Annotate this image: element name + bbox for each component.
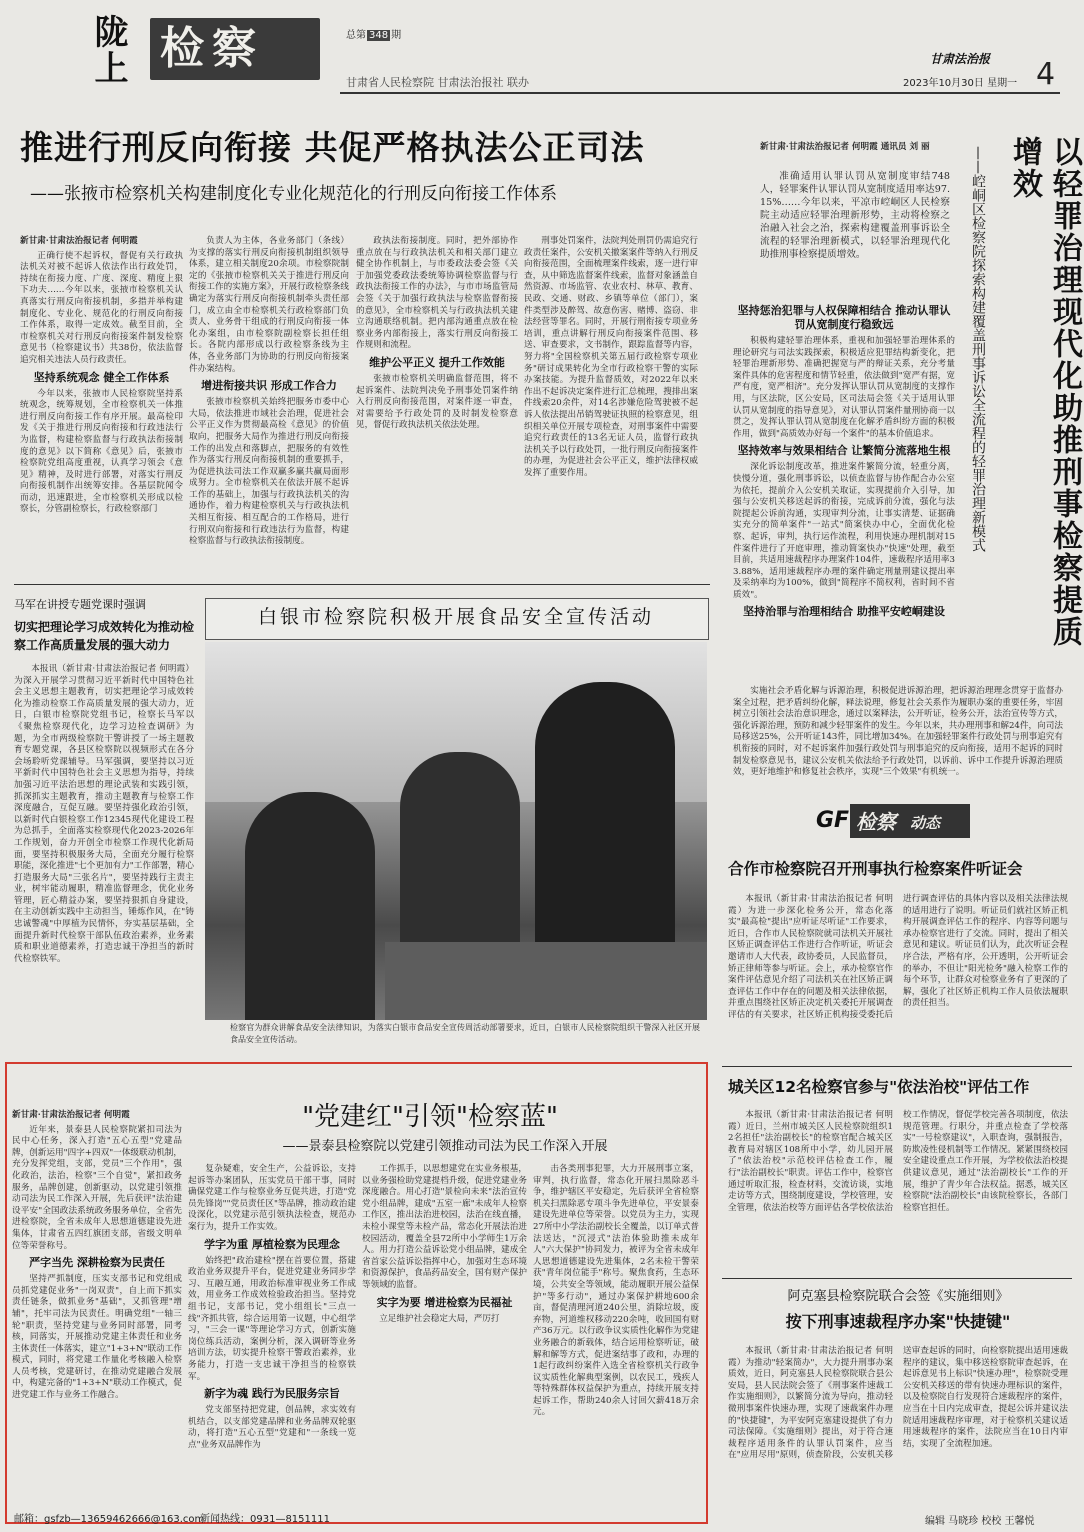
paragraph: 政执法衔接制度。同时，把外部协作重点放在与行政执法机关和相关部门建立健全协作机制上，与市委政法委会签《关于加强党委政法委统筹协调检察监督与行政执法衔接工作的办法》，与市市场监管局会签《关于加强行政执法与检察监督衔接的意见》，全市检察机关与行政执法机关建立沟通联络机制。把内部沟通重点放在检察业务内部衔接上，落实行刑反向衔接工作规则和流程。 [356, 236, 518, 351]
paragraph: 负责人为主体，各业务部门（条线）为支撑的落实行刑反向衔接机制组织领导体系，建立相关制度20余项。市检察院制定的《张掖市检察机关关于推进行刑反向衔接工作的实施方案》，开展行政检察条线确定为落实行刑反向衔接机制牵头责任部门，成立由全市检察机关行政检察部门负责人、业务骨干组成的行刑反向衔接一体化办案组，由市检察院副检察长担任组长。各院内部形成以行政检察条线为主体，各业务部门为协助的行刑反向衔接案件办案结构。 [189, 236, 349, 374]
lead-column-1 [20, 236, 183, 576]
feature-subhead-3: 新字为魂 践行为民服务宗旨 [204, 1387, 340, 1401]
masthead-rule [340, 92, 1060, 94]
feature-column-2 [188, 1164, 356, 1498]
lead-subheadline: ——张掖市检察机关构建制度化专业化规范化的行刑反向衔接工作体系 [30, 184, 557, 204]
paragraph: 实施社会矛盾化解与诉源治理，积极促进诉源治理，把诉源治理理念贯穿于监督办案全过程，把矛盾纠纷化解，释法说理，修复社会关系作为履职办案的重要任务，牢固树立引领社会法治意识理念，通过以案释法，公开听证，检务公开，法治宣传等方式，强化诉源治理，预防和减少轻罪案件的发生。今年以来，共办理刑事和解24件，向司法局移送25%，公开听证143件，同比增加34%。在加强轻罪案件行政处罚与刑事追究有机衔接的同时，对不起诉案件加强行政处罚与刑事追究的反向衔接，适用不起诉的同时制发检察意见书，建议公安机关依法给予行政处罚，以诉前、诉中工作提升诉源治理质效，更好地维护和修复社会秩序，实现"三个效果"有机统一。 [733, 686, 1063, 778]
paragraph: 深化诉讼制度改革，推进案件繁简分流，轻重分离，快慢分道，强化刑事诉讼，以侦查监督与协作配合办公室为依托，提前介入公安机关取证，实现提前介入引导，加强与公安机关移送起诉的衔接，完成诉前分流，强化与法院提起公诉前沟通，实现审判分流，让事实清楚、证据确实充分的简单案件"一站式"简案快办中心，全面优化检察、起诉，审判，执行运作流程，利用快速办理机制对15件案件进行了开庭审理，推动简案快办"快速"处理，截至目前，共适用速裁程序办理案件104件，速裁程序适用率33.88%，适用速裁程序办理的案件确定刑量刑建议提出率及采纳率均为100%，做到"简程序不简权利，省时间不省质效"。 [733, 462, 955, 600]
side-body [14, 664, 194, 1048]
paragraph: 本报讯（新甘肃·甘肃法治报记者 何明霞）为推动"轻案简办"，大力提升刑事办案质效，近日，阿克塞县人民检察院联合县公安局，县人民法院会签了《刑事案件速裁工作实施细则》，以繁简分流为导向，推动轻微刑事案件快速办理，实现了速裁案件办理的"快捷键"，为平安阿克塞建设提供了有力司法保障。《实施细则》提出，对于符合速裁程序适用条件的认罪认罚案件，应当在"应用尽用"原则，侦查阶段，公安机关移送审查起诉的同时，向检察院提出适用速裁程序的建议，集中移送检察院审查起诉，在起诉意见书上标识"快速办理"，检察院受理公安机关移送的带有快速办理标识的案件，以及检察院自行发现符合速裁程序的案件，应当在十日内完成审查，提起公诉并建议法院适用速裁程序审理，对于检察机关建议适用速裁程序的案件，法院应当在10日内审结，实现了全流程加速。 [728, 1346, 1068, 1461]
paragraph: 准确适用认罪认罚从宽制度审结748人，轻罪案件认罪认罚从宽制度适用率达97.15%……今年以来，平凉市崆峒区人民检察院主动适应轻罪治理新形势，主动将检察之治融入社会之治，探索构建覆盖刑事诉讼全流程的轻罪治理新模式，以轻罪治理现代化助推刑事检察提质增效。 [760, 171, 950, 260]
photo-figure-left [245, 792, 375, 1020]
feature-subheadline: ——景泰县检察院以党建引领推动司法为民工作深入开展 [282, 1139, 608, 1154]
column-logo [816, 804, 976, 844]
lead-subhead-1: 坚持系统观念 健全工作体系 [33, 370, 170, 384]
feature-column-3 [362, 1164, 527, 1498]
lead-column-2 [189, 236, 349, 576]
news3-body [728, 1346, 1068, 1508]
region-label: 陇上 [88, 14, 128, 86]
right-feature-lead [760, 170, 950, 284]
paragraph: 刑事处罚案件，法院判处刑罚仍需追究行政责任案件，公安机关撤案案件等纳入行刑反向衔接范围，全面梳理案件线索，逐一进行审查，从中筛选监督案件线索，监督对象涵盖自然资源、市场监管、农业农村、林草、教育、民政、交通、财政、乡镇等单位（部门），案件类型涉及醉驾、故意伤害、赌博、盗窃、非法经营等罪名。同时，开展行刑衔接专项业务培训，重点讲解行刑反向衔接案件范围、移送、审查要求，文书制作，跟踪监督等内容，努力将"全国检察机关第五届行政检察专项业务"研讨成果转化为全市行政检察干警的实际办案技能。为提升监督质效，对2022年以来作出不起诉决定案件进行汇总梳理，搜排出案件线索20余件，对14名涉嫌危险驾驶被不起诉人依法提出吊销驾驶证执照的检察意见，组织相关单位开展专项检查，对刑事案件中需要追究行政责任的13名无证人员，监督行政执法机关予以行政处罚，一批行刑反向衔接案件的办理，为促进社会公平正义，维护法律权威发挥了重要作用。 [524, 236, 698, 478]
right-feature-subheadline: ——崆峒区检察院探索构建覆盖刑事诉讼全流程的轻罪治理新模式 [970, 146, 986, 552]
feature-subhead-2: 学字为重 厚植检察为民理念 [204, 1237, 340, 1251]
side-headline: 切实把理论学习成效转化为推动检察工作高质量发展的强大动力 [14, 620, 195, 652]
paragraph: 工作抓手，以思想建党在实业务根基，以业务强检助党建提档升级，促进党建业务深度融合。用心打造"景检向未来"法治宣传党小组品牌，建成"五室一廊"未成年人检察工作区，推出法治进校园，法治在线直播，未检小课堂等未检产品，常态化开展法治进校园活动，覆盖全县72所中小学师生1万余人。用力打造公益诉讼党小组品牌，建成全省首家公益诉讼指挥中心，加强对生态环境和资源保护，食品药品安全，国有财产保护等领域的监督。 [362, 1164, 527, 1290]
masthead [0, 0, 1079, 110]
paragraph: 张掖市检察机关明确监督范围，将不起诉案件、法院判决免予刑事处罚案件纳入行刑反向衔接范围，对案件逐一审查，对需要给予行政处罚的及时制发检察意见，督促行政执法机关依法处理。 [356, 373, 518, 431]
column-logo-sub: 动态 [910, 814, 941, 832]
right-subhead-2: 坚持效率与效果相结合 让繁简分流落地生根 [737, 444, 951, 458]
news2-body [728, 1110, 1068, 1272]
feature-byline: 新甘肃·甘肃法治报记者 何明霞 [12, 1110, 130, 1120]
news1-headline: 合作市检察院召开刑事执行检察案件听证会 [728, 860, 1023, 878]
paragraph: 党支部坚持把党建，创品牌，求实效有机结合，以支部党建品牌和业务品牌双轮驱动，将打造"五心五型"党建和"一条线一览点"业务双品牌作为 [188, 1405, 356, 1450]
news3-kicker: 阿克塞县检察院联合会签《实施细则》 [787, 1289, 1009, 1304]
lead-byline: 新甘肃·甘肃法治报记者 何明霞 [20, 236, 138, 246]
news1-body [728, 894, 1068, 1060]
right-feature-body-tail [733, 686, 1063, 778]
paragraph: 立足维护社会稳定大局，严厉打 [379, 1313, 500, 1324]
photo-table [385, 942, 707, 1020]
issue-number: 348 [369, 30, 389, 41]
lead-headline: 推进行刑反向衔接 共促严格执法公正司法 [20, 128, 645, 167]
photo-title: 白银市检察院积极开展食品安全宣传活动 [257, 606, 654, 628]
feature-subhead-1: 严字当先 深耕检察为民责任 [29, 1256, 165, 1270]
paper-logo: 甘肃法治报 [930, 52, 991, 66]
paragraph: 复杂疑难，安全生产，公益诉讼，支持起诉等办案团队，压实党员干部干事，同时确保党建工作与检察业务互促共进，打造"党员先锋岗""党员责任区"等品牌，推动政治建设深化，以党建示范引领执法检查，规范办案行为，提升工作实效。 [188, 1164, 356, 1232]
right-subhead-3: 坚持治罪与治理相结合 助推平安崆峒建设 [743, 605, 945, 619]
photo-caption: 检察官为群众讲解食品安全法律知识，为落实白银市食品安全宣传周活动部署要求，近日，白银市人民检察院组织干警深入社区开展食品安全宣传活动。 [230, 1023, 700, 1044]
footer-editor: 编辑 马晓珍 校校 王馨悦 [925, 1516, 1035, 1527]
issue-date: 2023年10月30日 星期一 [903, 78, 1018, 89]
footer-email[interactable]: 邮箱：gsfzb—13659462666@163.com [14, 1514, 205, 1525]
page-number: 4 [1036, 57, 1056, 92]
lead-subhead-3: 维护公平正义 提升工作效能 [369, 355, 505, 369]
paragraph: 正确行使不起诉权，督促有关行政执法机关对被不起诉人依法作出行政处罚，持续在衔接力度、广度、深度、精度上狠下功夫……今年以来，张掖市检察机关认真落实行刑反向衔接机制，多措并举构建制度化、专业化、规范化的行刑反向衔接工作体系，取得一定成效。截至目前，全市检察机关对行刑反向衔接案件制发检察意见书（检察建议书）共38份，依法监督追究相关违法人员行政责任。 [20, 250, 183, 365]
right-feature-headline: 以轻罪治理现代化助推刑事检察提质增效 [1007, 136, 1082, 648]
feature-subhead-4: 实字为要 增进检察为民福祉 [376, 1295, 513, 1309]
news3-headline: 按下刑事速裁程序办案"快捷键" [785, 1312, 1011, 1331]
paragraph: 今年以来，张掖市人民检察院坚持系统观念，统筹规划，全市检察机关一体推进行刑反向衔接工作有序开展。最高检印发《关于推进行刑反向衔接和行政违法行为监督，构建检察监督与行政执法衔接制度的意见》以下简称《意见》后，张掖市检察院党组高度重视，认真学习领会《意见》精神，及时进行部署，对落实行刑反向衔接机制作出统筹安排。各基层院闻令而动，迅速跟进，全市检察机关形成以检察长，分管副检察长，行政检察部门 [20, 388, 183, 515]
paragraph: 坚持严抓制度，压实支部书记和党组成员抓党建促业务"一岗双责"，自上而下抓实责任链条，做抓业务"基础"，又抓管理"增辅"，托牢司法为民责任。明确党组"一轴三轮"职责，坚持党建与业务同时部署，同考核，同落实，开展推动党建主体责任和业务主体责任一体落实，建立"1+3+N"联动工作模式，同时，将党建工作量化考核融入检察人员考核，党建研讨，在推动党建融合发展中，构建完备的"1+3+N"联动工作模式，促进党建工作与业务工作融合。 [12, 1274, 182, 1401]
cosponsor-line: 甘肃省人民检察院 甘肃法治报社 联办 [346, 76, 529, 89]
lead-column-4 [524, 236, 698, 576]
feature-column-4 [533, 1164, 699, 1498]
lead-column-3 [356, 236, 518, 576]
news-photo [205, 642, 707, 1020]
right-feature-body [733, 300, 955, 680]
paragraph: 积极构建轻罪治理体系，重视和加强轻罪治理体系的理论研究与司法实践探索，积极适应犯罪结构新变化，把轻罪治理新形势、准确把握宽与严的辩证关系，充分考量案件具体的危害程度和情节轻重，依法做到"宽严有据，宽严有度，宽严相济"。充分发挥认罪认罚从宽制度的支撑作用，与区法院，区公安局，区司法局会签《关于适用认罪认罚从宽制度的指导意见》，对认罪认罚案件量刑协商一以贯之，发挥认罪认罚从宽制度在化解矛盾纠纷方面的积极作用，做到"高质效办好每一个案件"的基本价值追求。 [733, 336, 955, 439]
paragraph: 本报讯（新甘肃·甘肃法治报记者 何明霞）近日，兰州市城关区人民检察院组织12名担任"法治副校长"的检察官配合城关区教育局对辖区108所中小学，幼儿园开展了"依法治校"示范校评估检查工作，履行"法治副校长"职责。评估工作中，检察官通过听取汇报，检查材料，交流访谈，实地走访等方式，围绕制度建设，学校管理，安全管理，依法治校等方面评估各学校依法治校工作情况，督促学校完善各项制度，依法规范管理。行职分，并重点检查了学校落实"一号检察建议"，入职查询，强制报告，防欺凌性侵机制等工作情况。紧紧围绕校园安全建设重点工作开展，为学校依法治校提供建议意见，通过"法治副校长"工作的开展，维护了青少年合法权益。据悉，城关区检察院"法治副校长"由该院检察长，各部门检察官担任。 [728, 1110, 1068, 1213]
footer-hotline: 新闻热线：0931—8151111 [200, 1514, 330, 1525]
news1-rule [722, 1066, 1072, 1067]
paragraph: 始终把"政治建检"摆在首要位置，搭建政治业务双提升平台，促进党建业务同步学习、互融互通，用政治标准审视业务工作成效，用业务工作成效检验政治担当。坚持党组书记，支部书记，党小组组长"三点一线"齐抓共管，综合运用第一议题，中心组学习，"三会一课"等理论学习方式，创新实施岗位练兵活动，案例分析，深入调研等业务培训方法，切实提升检察干警政治素养，业务能力，打造一支忠诚干净担当的检察铁军。 [188, 1255, 356, 1382]
paragraph: 本报讯（新甘肃·甘肃法治报记者 何明霞）为进一步深化检务公开，常态化落实"最高检"提出"应听证尽听证"工作要求，近日，合作市人民检察院就司法机关开展社区矫正调查评估工作进行合作听证，听证会邀请市人大代表，政协委员，人民监督员，矫正律师等参与听证。会上，承办检察官作案件评估意见介绍了司法机关在社区矫正调查评估工作中存在的问题及相关法律依据，并重点围绕社区矫正决定机关委托开展调查评估的有关要求，社区矫正机构接受委托后进行调查评估的具体内容以及相关法律法规的适用进行了说明。听证员们就社区矫正机构开展调查评估工作的程序、内容等问题与承办检察官进行了交流。同时，提出了相关意见和建议。听证员们认为，此次听证会程序合法，严格有序，公开透明，公开听证会的举办，不但让"阳光检务"融入检察工作的每个环节，让群众对检察业务有了更深的了解，强化了社区矫正机构工作人员依法履职的责任担当。 [728, 894, 1068, 1020]
feature-column-1 [12, 1110, 182, 1498]
news2-headline: 城关区12名检察官参与"依法治校"评估工作 [728, 1078, 1030, 1096]
paragraph: 张掖市检察机关始终把服务市委中心大局，依法推进市域社会治理，促进社会公平正义作为贯彻最高检《意见》的价值取向，把服务大局作为推进行刑反向衔接工作的出发点和落脚点，把服务的有效性作为落实行刑反向衔接机制的重要抓手，为促进执法司法工作双赢多赢共赢局面形成努力。全市检察机关在依法开展不起诉工作的基础上，加强与行政执法机关的沟通协作，着力构建检察机关与行政执法机关相互衔接、相互配合的工作格局，进行行刑双向衔接和行政违法行为监督，构建检察监督与行政执法衔接制度。 [189, 397, 349, 547]
paragraph: 本报讯（新甘肃·甘肃法治报记者 何明霞）为深入开展学习贯彻习近平新时代中国特色社会主义思想主题教育，切实把理论学习成效转化为推动检察工作高质量发展的强大动力，近日，白银市检察院党组书记，检察长马军以《聚焦检察现代化，边学习边检查调研》为题，为全市两级检察院干警讲授了一场主题教育专题党课，各县区检察院以视频形式在各分会场聆听党课辅导。马军强调，要坚持以习近平新时代中国特色社会主义思想为指导，持续加强习近平法治思想的理论武装和实践引领，抓深抓实主题教育，推动主题教育与检察工作深度融合，互促互融。要坚持强化政治引领，以新时代白银检察工作12345现代化建设工程为总抓手，全面落实检察现代化2023-2026年工作规划，奋力开创全市检察工作现代化新局面，要坚持积极服务大局，全面充分履行检察职能，深化推进"七个更加有力"工作部署，精心打造服务大局"三张名片"，要坚持践行主责主业，树牢能动履职，精准监督理念，优化业务管理，匠心精益办案，要坚持狠抓自身建设，在主动创新实践中主动担当，锤炼作风，在"铸忠诚警魂"中厚植为民情怀，夯实基层基础，全面提升新时代检察干部队伍政治素养，业务素质和职业道德素养，打造忠诚干净担当的新时代检察铁军。 [14, 664, 194, 964]
column-logo-prefix: GF [816, 808, 850, 833]
paragraph: 击各类刑事犯罪，大力开展刑事立案，审判，执行监督，常态化开展扫黑除恶斗争，维护辖区平安稳定，先后获评全省检察机关扫黑除恶专项斗争先进单位，平安景泰建设先进单位等荣誉。以党员为主力，实现27所中小学法治副校长全覆盖，以订单式普法送达，"沉浸式"法治体验助推未成年人"六大保护"协同发力，被评为全省未成年人思想道德建设先进集体，2名未检干警荣获"青年岗位能手"称号。聚焦食药，生态环境，公共安全等领域，能动履职开展公益保护"等多行动"，通过办案保护耕地600余亩，督促清理河道240公里，消除垃圾，废弃物，河道维权移动220余吨，收回国有财产36万元。以行政争议实质性化解作为党建业务融合的新载体，结合运用检察听证，破解和解等方式，促进案结事了政和，办理的1起行政纠纷案件入选全省检察机关行政争议实质性化解典型案例，以农民工，残疾人等特殊群体权益保护为重点，持续开展支持起诉工作，帮助240余人讨回欠薪418万余元。 [533, 1164, 699, 1418]
right-feature-byline: 新甘肃·甘肃法治报记者 何明霞 通讯员 刘 丽 [760, 142, 930, 152]
issue-number-line: 总第 348 期 [346, 30, 402, 41]
section-label: 检察 [160, 23, 264, 74]
right-subhead-1: 坚持惩治犯罪与人权保障相结合 推动认罪认罚从宽制度行稳致远 [737, 304, 951, 331]
side-kicker: 马军在讲授专题党课时强调 [14, 598, 146, 611]
news2-rule [722, 1278, 1072, 1279]
lead-subhead-2: 增进衔接共识 形成工作合力 [201, 379, 337, 393]
lead-rule [14, 584, 710, 585]
paragraph: 近年来，景泰县人民检察院紧扣司法为民中心任务，深入打造"五心五型"党建品牌，创新运用"四字+四双"一体级联动机制，充分发挥党组，支部，党员"三个作用"，强化政治，法治，检察"三个自觉"，紧扣政务服务，品牌创建，创新驱动，以党建引领推动司法为民工作深入开展，先后获评"法治建设平安"全国政法系统政务服务单位，全省先进检察院，全省未成年人思想道德建设先进集体，甘肃省五四红旗团支部，省级文明单位等荣誉称号。 [12, 1124, 182, 1251]
column-logo-main: 检察 [856, 810, 896, 834]
feature-headline: "党建红"引领"检察蓝" [302, 1102, 558, 1132]
